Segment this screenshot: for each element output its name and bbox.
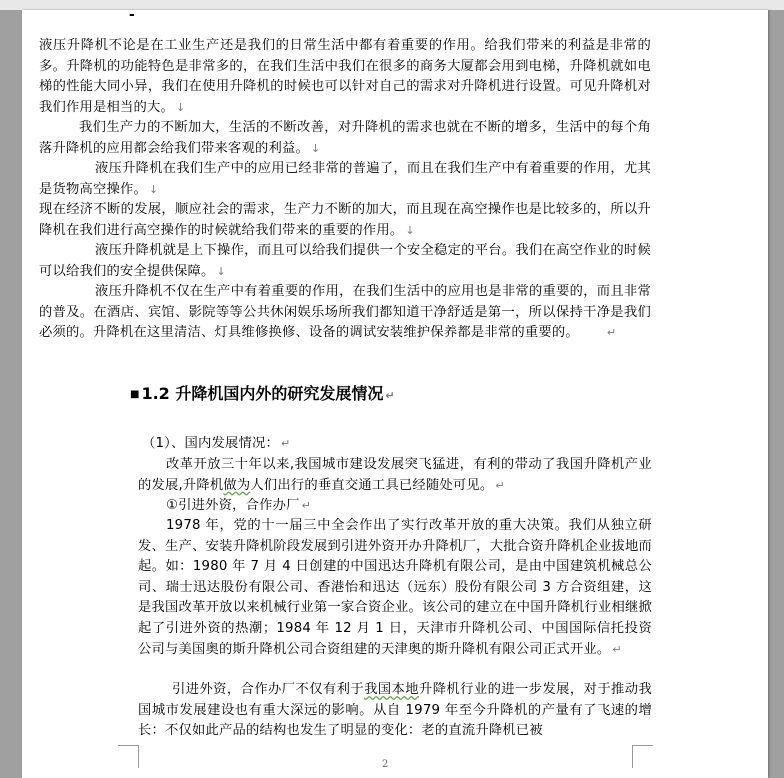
paragraph-mark-icon: ↓	[216, 264, 226, 278]
document-canvas-top	[0, 0, 784, 10]
domestic-paragraph-1-text: 改革开放三十年以来,我国城市建设发展突飞猛进，有利的带动了我国升降机产业的发展,升降机	[138, 457, 652, 493]
return-mark-icon: ↵	[385, 389, 395, 402]
paragraph-mark-icon: ↓	[310, 141, 321, 155]
intro-paragraph-5[interactable]	[39, 241, 651, 282]
return-mark-icon: ↵	[612, 642, 622, 656]
intro-paragraph-3[interactable]	[39, 159, 651, 200]
heading-bullet-icon: ■	[130, 388, 140, 400]
return-mark-icon: ↵	[301, 499, 312, 512]
domestic-paragraph-3[interactable]	[138, 680, 652, 742]
domestic-paragraph-2-text: 1978 年，党的十一届三中全会作出了实行改革开放的重大决策。我们从独立研发、生产、安装升降机阶段发展到引进外资开办升降机厂，大批合资升降机企业拔地而起。如：1980 年 7 月 4 日创建的中国迅达升降机有限公司，是由中国建筑机械总公司、瑞士迅达股份有限公司、香港怡和迅达（远东）股份有限公司 3 方合资组建，这是我国改革开放以来机械行业第一家合资企业。该公司的建立在中国升降机行业相继掀起了引进外资的热潮；1984 年 12 月 1 日，天津市升降机公司、中国国际信托投资公司与美国奥的斯升降机公司合资组建的天津奥的斯升降机有限公司正式开业。	[138, 518, 652, 657]
intro-paragraph-6[interactable]	[39, 282, 651, 344]
intro-paragraph-4[interactable]	[39, 200, 651, 241]
sub-heading[interactable]	[142, 434, 656, 455]
domestic-paragraph-1-text-end: 人们出行的垂直交通工具已经随处可见。	[250, 477, 494, 493]
page-number: 2	[382, 759, 389, 770]
domestic-paragraph-1[interactable]	[138, 455, 652, 496]
intro-paragraph-2-text: 我们生产力的不断加大，生活的不断改善，对升降机的需求也就在不断的增多，生活中的每个角落升降机的应用都会给我们带来客观的利益。	[39, 120, 651, 156]
domestic-paragraph-3-text-end: 升降机行业的进一步发展，对于推动我国城市发展建设也有重大深远的影响。从自 1979 年至今升降机的产量有了飞速的增长：不仅如此产品的结构也发生了明显的变化：老的直流升降机已被	[138, 682, 652, 739]
return-mark-icon: ↵	[495, 478, 505, 492]
sub-heading-text: （1）、国内发展情况：	[142, 436, 279, 451]
intro-paragraph-4-text: 现在经济不断的发展，顺应社会的需求，生产力不断的加大，而且现在高空操作也是比较多的，所以升降机在我们进行高空操作的时候就给我们带来的重要的作用。	[39, 202, 651, 238]
cursor-mark: -	[129, 10, 135, 23]
document-page[interactable]	[22, 10, 768, 778]
spelling-flag[interactable]: 我国本地	[364, 682, 419, 697]
margin-corner-right	[632, 745, 653, 768]
margin-corner-left	[118, 745, 139, 768]
return-mark-icon: ↵	[280, 437, 291, 450]
intro-paragraph-2[interactable]	[39, 118, 651, 159]
intro-paragraph-3-text: 液压升降机在我们生产中的应用已经非常的普遍了，而且在我们生产中有着重要的作用，尤其是货物高空操作。	[39, 161, 651, 197]
domestic-paragraph-3-text: 引进外资，合作办厂不仅有利于	[172, 682, 365, 697]
list-item[interactable]	[138, 496, 652, 517]
intro-paragraph-1-text: 液压升降机不论是在工业生产还是我们的日常生活中都有着重要的作用。给我们带来的利益是非常的多。升降机的功能特色是非常多的，在我们生活中我们在很多的商务大厦都会用到电梯，升降机就如电梯的性能大同小异，我们在使用升降机的时候也可以针对自己的需求对升降机进行设置。可见升降机对我们作用是相当的大。	[39, 38, 651, 115]
domestic-paragraph-2[interactable]	[138, 516, 652, 660]
intro-paragraph-5-text: 液压升降机就是上下操作，而且可以给我们提供一个安全稳定的平台。我们在高空作业的时候可以给我们的安全提供保障。	[39, 243, 651, 279]
section-heading-text: 1.2 升降机国内外的研究发展情况	[141, 384, 384, 403]
list-item-text: ①引进外资，合作办厂	[166, 498, 300, 513]
paragraph-mark-icon: ↓	[148, 182, 159, 196]
intro-paragraph-1[interactable]	[39, 36, 651, 118]
spelling-flag[interactable]: 做为	[223, 477, 251, 493]
return-mark-icon: ↵	[606, 326, 617, 340]
section-heading[interactable]	[130, 383, 395, 407]
paragraph-mark-icon: ↓	[175, 100, 186, 114]
paragraph-mark-icon: ↓	[405, 223, 415, 237]
intro-paragraph-6-text: 液压升降机不仅在生产中有着重要的作用，在我们生活中的应用也是非常的重要的，而且非常的普及。在酒店、宾馆、影院等等公共休闲娱乐场所我们都知道干净舒适是第一，所以保持干净是我们必须的。升降机在这里清洁、灯具维修换修、设备的调试安装维护保养都是非常的重要的。	[39, 284, 651, 341]
